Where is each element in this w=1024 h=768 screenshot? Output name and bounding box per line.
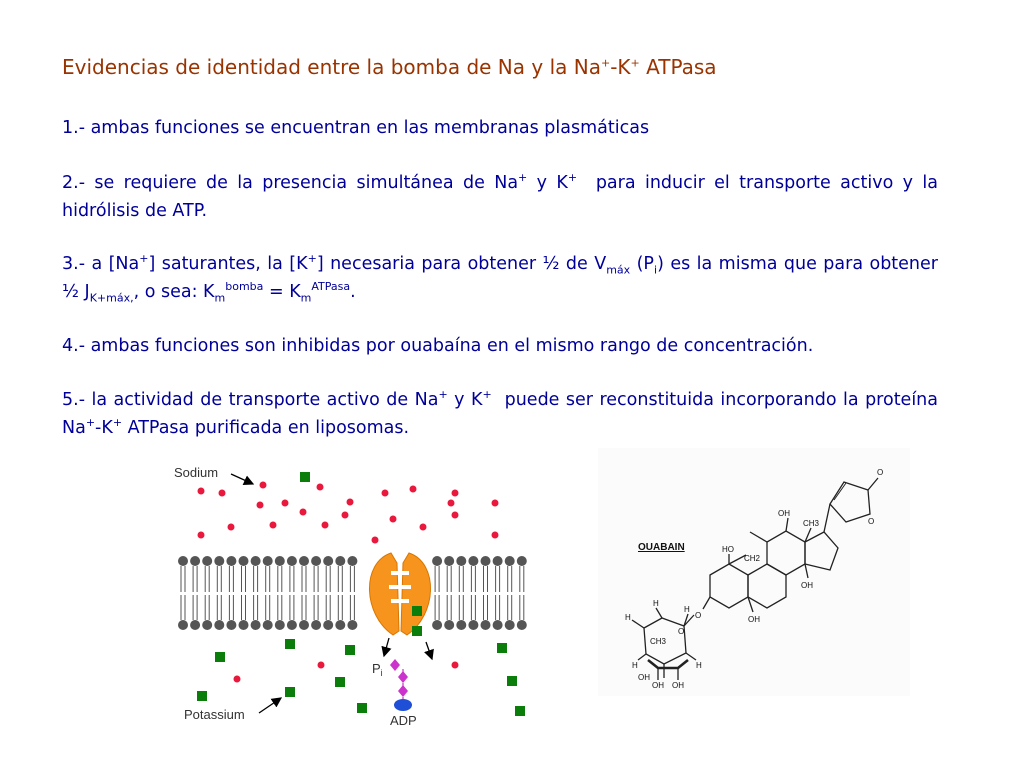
label-o-ring: O <box>868 517 875 526</box>
lipid-head <box>517 556 527 566</box>
sodium-potassium-pump-figure <box>165 455 535 730</box>
potassium-ion <box>300 472 310 482</box>
label-ch2: CH2 <box>744 554 761 563</box>
label-o-glyco: O <box>695 611 702 620</box>
lipid-head <box>214 556 224 566</box>
lipid-head <box>178 620 188 630</box>
sodium-ion <box>260 482 267 489</box>
evidence-item-1: 1.- ambas funciones se encuentran en las membranas plasmáticas <box>62 118 650 138</box>
potassium-ions <box>197 472 525 716</box>
sodium-ion <box>372 537 379 544</box>
potassium-ion <box>345 645 355 655</box>
lipid-head <box>239 620 249 630</box>
lipid-head <box>335 620 345 630</box>
lipid-head <box>226 556 236 566</box>
sodium-ion <box>322 522 329 529</box>
sodium-ion <box>270 522 277 529</box>
potassium-ion <box>335 677 345 687</box>
label-oh-c5: OH <box>748 615 760 624</box>
sodium-ion <box>390 516 397 523</box>
potassium-ion <box>497 643 507 653</box>
label-ch3-top: CH3 <box>803 519 820 528</box>
evidence-item-5: 5.- la actividad de transporte activo de Na+ y K+ puede ser reconstituida incorporando la proteína Na+-K+ ATPasa purificada en liposomas. <box>62 388 944 438</box>
potassium-label: Potassium <box>184 707 245 722</box>
sodium-ion <box>452 512 459 519</box>
ion-exit-arrow-right <box>426 642 432 659</box>
lipid-head <box>323 620 333 630</box>
sodium-ion <box>452 662 459 669</box>
sodium-ion <box>300 509 307 516</box>
lipid-head <box>444 620 454 630</box>
sodium-ion <box>420 524 427 531</box>
lipid-head <box>311 620 321 630</box>
sodium-ion <box>382 490 389 497</box>
evidence-item-4: 4.- ambas funciones son inhibidas por ouabaína en el mismo rango de concentración. <box>62 336 814 356</box>
lipid-head <box>226 620 236 630</box>
adp-label: ADP <box>390 713 417 728</box>
label-ho-left: HO <box>722 545 734 554</box>
lipid-head <box>468 556 478 566</box>
atp-phosphate-chain <box>390 659 412 711</box>
potassium-ion <box>357 703 367 713</box>
potassium-ion <box>412 626 422 636</box>
ouabain-structure-figure <box>598 448 910 696</box>
sodium-ion <box>492 500 499 507</box>
lipid-head <box>202 556 212 566</box>
potassium-ion <box>515 706 525 716</box>
lipid-bilayer-inner-leaflet <box>178 595 527 630</box>
lipid-head <box>214 620 224 630</box>
lipid-head <box>481 620 491 630</box>
sodium-ion <box>198 488 205 495</box>
lipid-head <box>275 620 285 630</box>
sodium-ion <box>257 502 264 509</box>
lipid-head <box>202 620 212 630</box>
label-oh-top: OH <box>778 509 790 518</box>
sodium-ion <box>219 490 226 497</box>
sodium-ion <box>318 662 325 669</box>
sodium-ion <box>410 486 417 493</box>
lipid-head <box>251 556 261 566</box>
lipid-head <box>347 556 357 566</box>
label-h5: H <box>696 661 702 670</box>
sodium-ion <box>234 676 241 683</box>
lipid-head <box>517 620 527 630</box>
lipid-head <box>275 556 285 566</box>
label-h3: H <box>684 605 690 614</box>
lipid-head <box>190 556 200 566</box>
lipid-head <box>299 620 309 630</box>
lipid-head <box>347 620 357 630</box>
lipid-head <box>505 556 515 566</box>
lipid-head <box>493 556 503 566</box>
slide-title: Evidencias de identidad entre la bomba de Na y la Na+-K+ ATPasa <box>62 55 717 79</box>
lipid-head <box>287 556 297 566</box>
lipid-head <box>468 620 478 630</box>
label-h1: H <box>625 613 631 622</box>
lipid-head <box>493 620 503 630</box>
sodium-ion <box>342 512 349 519</box>
lipid-head <box>505 620 515 630</box>
label-ch3-sugar: CH3 <box>650 637 667 646</box>
lipid-head <box>299 556 309 566</box>
lipid-head <box>432 620 442 630</box>
sodium-ion <box>452 490 459 497</box>
label-oh-s2: OH <box>672 681 684 690</box>
lipid-head <box>432 556 442 566</box>
potassium-ion <box>507 676 517 686</box>
lipid-head <box>239 556 249 566</box>
evidence-item-2: 2.- se requiere de la presencia simultánea de Na+ y K+ para inducir el transporte activo y la hidrólisis de ATP. <box>62 171 944 221</box>
lipid-head <box>311 556 321 566</box>
lipid-head <box>444 556 454 566</box>
label-h2: H <box>653 599 659 608</box>
potassium-ion <box>197 691 207 701</box>
phosphate-label: $P_i$ <box>372 661 383 678</box>
potassium-ion <box>285 687 295 697</box>
lipid-head <box>287 620 297 630</box>
ouabain-name: OUABAIN <box>638 542 685 553</box>
label-o-carbonyl: O <box>877 468 884 477</box>
sodium-ion <box>282 500 289 507</box>
evidence-item-3: 3.- a [Na+] saturantes, la [K+] necesaria para obtener ½ de $V_{máx}$ $(P_i)$ es la misma que para obtener ½ $J_{K+máx,}$, o sea: $K_m^{bomba} = K_m^{ATPasa}$. <box>62 252 938 305</box>
sodium-label: Sodium <box>174 465 219 480</box>
label-oh-c14: OH <box>801 581 813 590</box>
lipid-head <box>323 556 333 566</box>
lipid-head <box>456 556 466 566</box>
sodium-arrow <box>231 474 253 484</box>
potassium-ion <box>285 639 295 649</box>
pump-protein <box>369 553 430 635</box>
lipid-bilayer-outer-leaflet <box>178 556 527 592</box>
sodium-ion <box>198 532 205 539</box>
lipid-head <box>178 556 188 566</box>
label-oh-s1: OH <box>652 681 664 690</box>
lipid-head <box>251 620 261 630</box>
label-h4: H <box>632 661 638 670</box>
ion-exit-arrow-left <box>384 638 389 656</box>
lipid-head <box>263 620 273 630</box>
potassium-ion <box>412 606 422 616</box>
potassium-arrow <box>259 698 281 713</box>
label-o-sugar: O <box>678 627 685 636</box>
lipid-head <box>190 620 200 630</box>
lipid-head <box>456 620 466 630</box>
lipid-head <box>481 556 491 566</box>
sodium-ion <box>317 484 324 491</box>
potassium-ion <box>215 652 225 662</box>
lipid-head <box>335 556 345 566</box>
lipid-head <box>263 556 273 566</box>
sodium-ion <box>228 524 235 531</box>
sodium-ion <box>492 532 499 539</box>
label-oh-s3: OH <box>638 673 650 682</box>
sodium-ion <box>448 500 455 507</box>
sodium-ion <box>347 499 354 506</box>
